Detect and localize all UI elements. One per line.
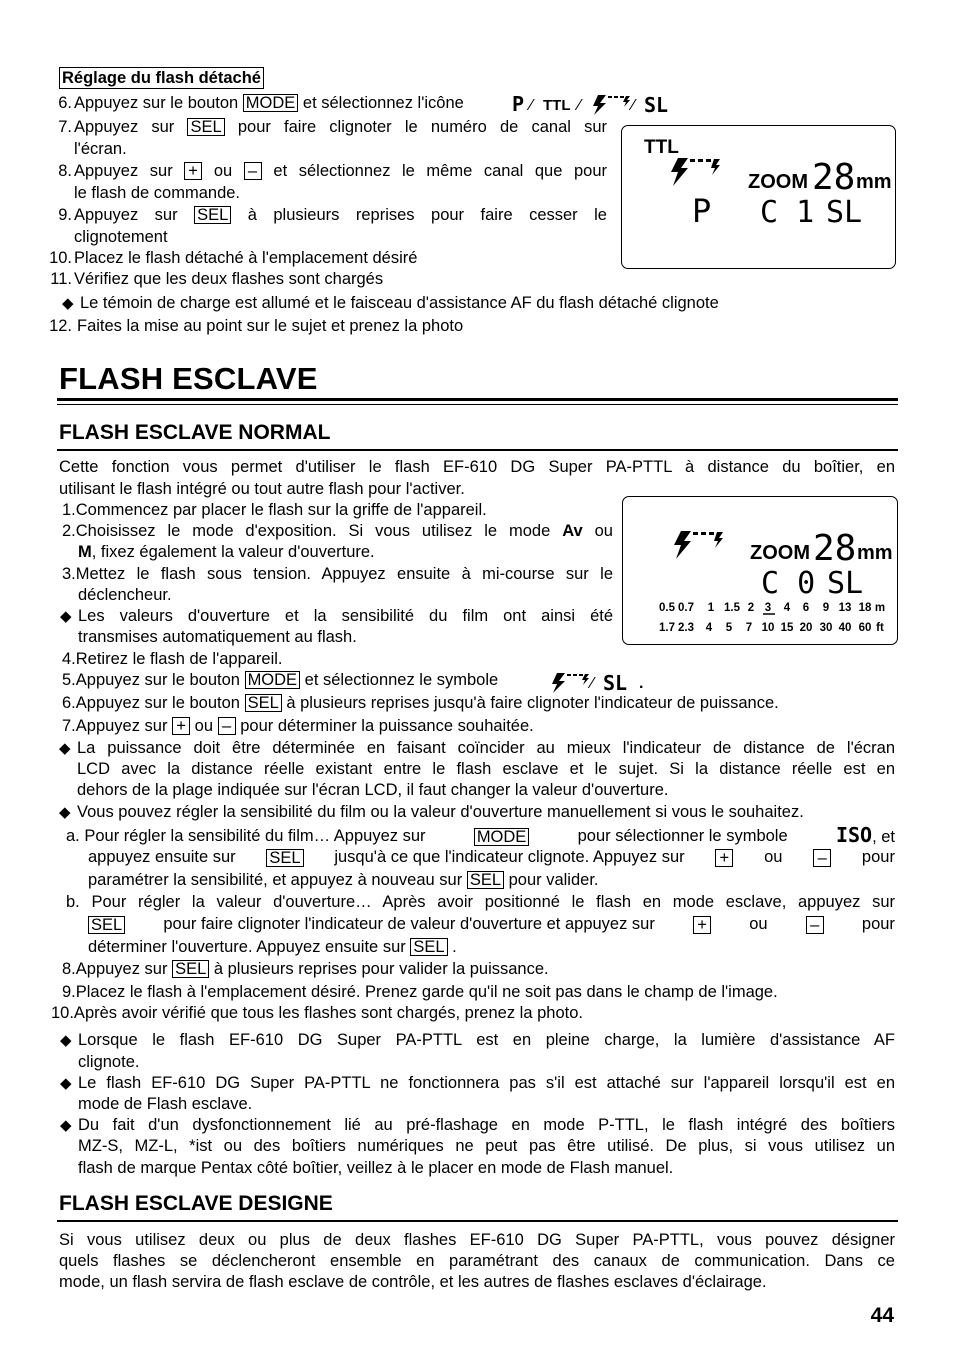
sel-button-label: SEL xyxy=(245,694,282,712)
sel-button-label: SEL xyxy=(410,938,447,956)
plus-button-label: + xyxy=(693,916,711,934)
scale-ft-label: 15 xyxy=(780,622,794,634)
sl-icon: SL xyxy=(644,93,669,117)
lcd-zoom: ZOOM xyxy=(748,171,808,193)
lcd-feet-scale xyxy=(659,622,884,634)
section-detached-title: Réglage du flash détaché xyxy=(59,67,264,89)
title-rule-thin xyxy=(57,404,898,405)
step-11: Vérifiez que les deux flashes sont chargés xyxy=(74,270,384,288)
normal-step-3-line1: 3.Mettez le flash sous tension. Appuyez ensuite à mi-course sur le xyxy=(62,565,613,583)
sel-button-label: SEL xyxy=(467,871,504,889)
sel-button-label: SEL xyxy=(194,206,231,224)
scale-m-label: m xyxy=(874,602,886,614)
normal-step-6: 6.Appuyez sur le bouton SEL à plusieurs reprises jusqu'à faire clignoter l'indicateur de puissance. xyxy=(62,694,779,712)
iso-icon: ISO xyxy=(835,823,873,847)
lcd-display-slave xyxy=(622,496,898,645)
normal-step-2-line1: 2.Choisissez le mode d'exposition. Si vous utilisez le mode Av ou xyxy=(62,522,613,540)
step-6: Appuyez sur le bouton MODE et sélectionnez l'icône xyxy=(74,94,464,112)
scale-m-label: 1 xyxy=(707,602,715,614)
scale-m-label: 18 xyxy=(858,602,872,614)
plus-button-label: + xyxy=(172,717,190,735)
step-10: Placez le flash détaché à l'emplacement désiré xyxy=(74,249,418,267)
lcd-mm: mm xyxy=(857,542,893,564)
lcd-channel: C 1 xyxy=(760,195,815,230)
step-12: Faites la mise au point sur le sujet et prenez la photo xyxy=(77,317,464,335)
scale-ft-label: 4 xyxy=(705,622,713,634)
note-manual: ◆ Vous pouvez régler la sensibilité du film ou la valeur d'ouverture manuellement si vous le souhaitez. xyxy=(77,802,804,823)
sel-button-label: SEL xyxy=(172,960,209,978)
note-af-line1: ◆ Lorsque le flash EF-610 DG Super PA-PTTL est en pleine charge, la lumière d'assistance AF xyxy=(78,1030,895,1051)
page-number: 44 xyxy=(870,1304,894,1327)
scale-m-label: 1.5 xyxy=(724,602,740,614)
step-7-line2: l'écran. xyxy=(74,140,127,158)
normal-step-2-line2: M, fixez également la valeur d'ouverture. xyxy=(78,543,375,561)
step-8-line1: Appuyez sur + ou – et sélectionnez le même canal que pour xyxy=(74,162,607,180)
note-power-line3: dehors de la plage indiquée sur l'écran LCD, il faut changer la valeur d'ouverture. xyxy=(77,781,669,799)
note-attached-line2: mode de Flash esclave. xyxy=(78,1095,253,1113)
scale-ft-label: 1.7 xyxy=(659,622,675,634)
normal-step-4: 4.Retirez le flash de l'appareil. xyxy=(62,650,283,668)
lcd-sl: SL xyxy=(827,566,864,601)
intro-line1: Cette fonction vous permet d'utiliser le flash EF-610 DG Super PA-PTTL à distance du boîtier, en xyxy=(59,458,895,476)
lcd-ttl: TTL xyxy=(644,137,679,158)
note-pentax-line2: MZ-S, MZ-L, *ist ou des boîtiers numériques ne peut pas être utilisé. De plus, si vous utilisez un xyxy=(78,1137,895,1155)
scale-ft-label: 10 xyxy=(761,622,775,634)
slave-mode-icons xyxy=(551,671,651,695)
note-af-line2: clignote. xyxy=(78,1053,140,1071)
scale-m-label: 6 xyxy=(802,602,810,614)
lcd-sl: SL xyxy=(826,195,863,230)
sub-a-line3: paramétrer la sensibilité, et appuyez à nouveau sur SEL pour valider. xyxy=(88,871,599,889)
svg-text:⁄: ⁄ xyxy=(591,675,594,692)
wireless-flash-icon xyxy=(552,673,589,693)
designe-line3: mode, un flash servira de flash esclave de contrôle, et les autres de flashes esclaves d'éclairage. xyxy=(59,1273,767,1291)
normal-step-9: 9.Placez le flash à l'emplacement désiré. Prenez garde qu'il ne soit pas dans le champ de l'image. xyxy=(62,983,778,1001)
mode-button-label: MODE xyxy=(245,671,301,689)
scale-m-label: 0.5 xyxy=(659,602,675,614)
normal-step-8: 8.Appuyez sur SEL à plusieurs reprises pour valider la puissance. xyxy=(62,960,549,978)
minus-button-label: – xyxy=(218,717,236,735)
note-transmitted-line2: transmises automatiquement au flash. xyxy=(78,628,357,646)
step-9-line1: Appuyez sur SEL à plusieurs reprises pour faire cesser le xyxy=(74,206,607,224)
normal-step-7: 7.Appuyez sur + ou – pour déterminer la puissance souhaitée. xyxy=(62,717,534,735)
intro-line2: utilisant le flash intégré ou tout autre flash pour l'activer. xyxy=(59,480,465,498)
lcd-channel: C 0 xyxy=(761,566,816,601)
lcd-display-detached xyxy=(621,125,896,269)
scale-ft-label: 60 xyxy=(858,622,872,634)
section-rule xyxy=(57,1220,898,1222)
sub-a-line1: a. Pour régler la sensibilité du film… Appuyez sur MODE pour sélectionner le symbole ISO, et xyxy=(66,823,895,847)
minus-button-label: – xyxy=(813,849,831,867)
scale-ft-label: ft xyxy=(876,622,884,634)
title-rule xyxy=(57,398,898,401)
step-7-line1: Appuyez sur SEL pour faire clignoter le numéro de canal sur xyxy=(74,118,607,136)
sel-button-label: SEL xyxy=(187,118,224,136)
svg-text:.: . xyxy=(639,675,644,692)
section-rule xyxy=(57,449,898,451)
note-transmitted-line1: ◆ Les valeurs d'ouverture et la sensibilité du film ont ainsi été xyxy=(78,606,613,627)
step-number: 9. xyxy=(58,206,72,224)
step-number: 8. xyxy=(58,162,72,180)
step-number: 12. xyxy=(49,317,72,335)
section-designe-title: FLASH ESCLAVE DESIGNE xyxy=(59,1192,333,1215)
scale-m-label: 4 xyxy=(783,602,791,614)
step-8-line2: le flash de commande. xyxy=(74,184,241,202)
step-9-line2: clignotement xyxy=(74,228,168,246)
note-attached-line1: ◆ Le flash EF-610 DG Super PA-PTTL ne fonctionnera pas s'il est attaché sur l'appareil lorsqu'il est en xyxy=(78,1073,895,1094)
p-icon: P xyxy=(512,93,525,116)
normal-step-3-line2: déclencheur. xyxy=(78,586,172,604)
normal-step-5: 5.Appuyez sur le bouton MODE et sélectionnez le symbole xyxy=(62,671,499,689)
sl-icon: SL xyxy=(603,671,628,695)
lcd-mm: mm xyxy=(856,171,892,193)
sub-b-line1: b. Pour régler la valeur d'ouverture… Après avoir positionné le flash en mode esclave, appuyez sur xyxy=(66,893,895,911)
scale-m-label: 9 xyxy=(822,602,830,614)
scale-ft-label: 5 xyxy=(725,622,733,634)
svg-text:⁄: ⁄ xyxy=(578,97,581,114)
scale-ft-label: 2.3 xyxy=(678,622,694,634)
note-charge: ◆ Le témoin de charge est allumé et le faisceau d'assistance AF du flash détaché clignote xyxy=(80,293,719,314)
step-number: 10. xyxy=(49,249,72,267)
svg-text:⁄: ⁄ xyxy=(530,97,533,114)
lcd-meter-scale xyxy=(659,602,885,614)
minus-button-label: – xyxy=(806,916,824,934)
plus-button-label: + xyxy=(184,162,202,180)
normal-step-1: 1.Commencez par placer le flash sur la griffe de l'appareil. xyxy=(62,501,487,519)
page-title: FLASH ESCLAVE xyxy=(59,361,318,396)
mode-button-label: MODE xyxy=(474,828,530,846)
step-number: 6. xyxy=(58,94,72,112)
scale-m-label: 13 xyxy=(838,602,852,614)
section-normal-title: FLASH ESCLAVE NORMAL xyxy=(59,421,331,444)
plus-button-label: + xyxy=(715,849,733,867)
lcd-zoom: ZOOM xyxy=(750,542,810,564)
sub-b-line2: SEL pour faire clignoter l'indicateur de valeur d'ouverture et appuyez sur + ou – pour xyxy=(88,914,895,935)
sub-a-line2: appuyez ensuite sur SEL jusqu'à ce que l'indicateur clignote. Appuyez sur + ou – pour xyxy=(88,848,895,867)
scale-ft-label: 7 xyxy=(745,622,753,634)
step-number: 11. xyxy=(50,270,72,288)
scale-ft-label: 30 xyxy=(819,622,833,634)
sel-button-label: SEL xyxy=(88,916,125,934)
minus-button-label: – xyxy=(244,162,262,180)
sel-button-label: SEL xyxy=(266,849,303,867)
note-power-line1: ◆ La puissance doit être déterminée en faisant coïncider au mieux l'indicateur de distance de l'écran xyxy=(77,738,895,759)
lcd-zoom-value: 28 xyxy=(813,528,857,569)
note-power-line2: LCD avec la distance réelle existant entre le flash esclave et le sujet. Si la distance réelle est en xyxy=(77,760,895,778)
wireless-flash-icon xyxy=(593,95,630,115)
ttl-icon: TTL xyxy=(543,97,571,114)
normal-step-10: 10.Après avoir vérifié que tous les flashes sont chargés, prenez la photo. xyxy=(51,1004,583,1022)
designe-line1: Si vous utilisez deux ou plus de deux flashes EF-610 DG Super PA-PTTL, vous pouvez désigner xyxy=(59,1231,895,1249)
lcd-zoom-value: 28 xyxy=(812,157,856,198)
mode-button-label: MODE xyxy=(243,94,299,112)
lcd-wireless-flash-icon xyxy=(671,158,720,186)
lcd-wireless-flash-icon xyxy=(674,531,723,559)
scale-ft-label: 40 xyxy=(838,622,852,634)
note-pentax-line3: flash de marque Pentax côté boîtier, veillez à le placer en mode de Flash manuel. xyxy=(78,1159,674,1177)
designe-line2: quels flashes se déclencheront ensemble en paramétrant des canaux de communication. Dans ce xyxy=(59,1252,895,1270)
scale-ft-label: 20 xyxy=(799,622,813,634)
step-number: 7. xyxy=(58,118,72,136)
scale-m-label: 3 xyxy=(764,602,772,614)
lcd-mode: P xyxy=(692,192,712,230)
sub-b-line3: déterminer l'ouverture. Appuyez ensuite sur SEL . xyxy=(88,938,457,956)
scale-m-label: 2 xyxy=(747,602,755,614)
mode-icons xyxy=(510,93,675,117)
svg-text:⁄: ⁄ xyxy=(632,97,635,114)
scale-m-label: 0.7 xyxy=(678,602,694,614)
note-pentax-line1: ◆ Du fait d'un dysfonctionnement lié au pré-flashage en mode P-TTL, le flash intégré des boîtiers xyxy=(78,1115,895,1136)
